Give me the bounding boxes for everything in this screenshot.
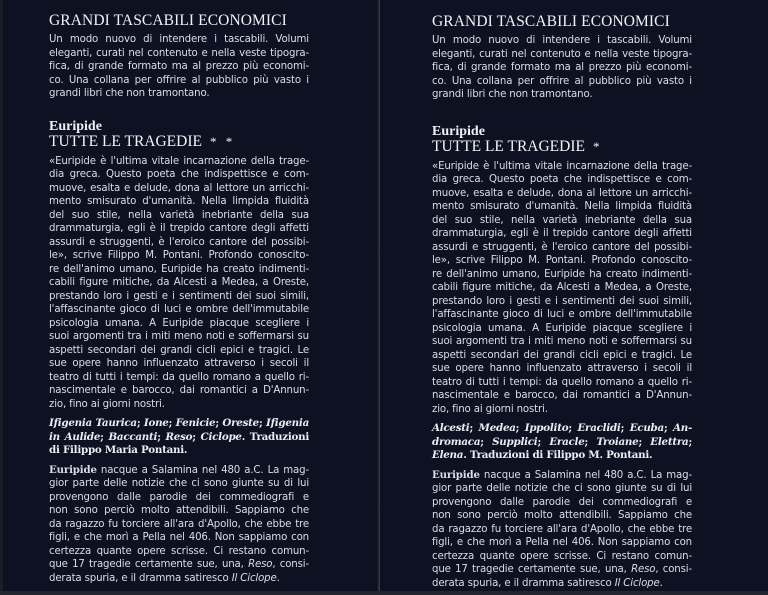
right-cover-content [432,13,692,590]
book-title: TUTTE LE TRAGEDIE * [432,137,603,155]
author-biography: Euripide nacque a Salamina nel 480 a.C. La mag- gior parte delle notizie che ci sono giunte su di lui provengono dalle parodie dei commediografi e non sono perciò molto attendibili. Sappiamo che da ragazzo fu torciere all'ara d'Apollo, che ebbe tre figli, e che morì a Pella nel 406. Non sappiamo con certezza quante opere scrisse. Ci restano comun- que 17 tragedie certamente sue, una, Reso, consi- derata spuria, e il dramma satiresco Il Ciclope. [432,468,692,589]
author-name: Euripide [432,123,485,139]
translator-credit: Elena. Traduzioni di Filippo M. Pontani. [432,449,653,461]
author-name: Euripide [49,118,102,134]
contained-works: Ifigenia Taurica; Ione; Fenicie; Oreste; Ifigenia in Aulide; Baccanti; Reso; Ciclope. Traduzioni di Filippo Maria Pontani. [49,417,309,456]
bottom-edge [0,591,768,595]
series-description: Un modo nuovo di intendere i tascabili. Volumi eleganti, curati nel contenuto e nella veste tipogra- fica, di grande formato ma al prezzo più economi- co. Una collana per offrire al pubblico più vasto i grandi libri che non tramontano. [432,35,692,100]
book-description: «Euripide è l'ultima vitale incarnazione della trage- dia greca. Questo poeta che indispettisce e com- muove, esalta e delude, dona al lettore un arricchi- mento smisurato d'umanità. Nella limpida fluidità del suo stile, nella varietà inebriante della sua drammaturgia, egli è il trepido cantore degli affetti assurdi e struggenti, è l'eroico cantore del possibi- le», scrive Filippo M. Pontani. Profondo conoscito- re dell'animo umano, Euripide ha creato indimenti- cabili figure mitiche, da Alcesti a Medea, a Oreste, prestando loro i gesti e i sentimenti dei suoi simili, l'affascinante gioco di luci e ombre dell'immutabile psicologia umana. A Euripide piacque scegliere i suoi argomenti tra i miti meno noti e soffermarsi su aspetti secondari dei grandi cicli epici e tragici. Le sue opere hanno influenzato attraverso i secoli il teatro di tutti i tempi: da quello romano a quello ri- nascimentale e barocco, dai romantici a D'Annun- zio, fino ai giorni nostri. [49,155,309,410]
volume-marker: * * [209,133,236,149]
translator-credit: di Filippo Maria Pontani. [49,444,188,456]
right-back-cover [380,0,768,595]
series-title: GRANDI TASCABILI ECONOMICI [49,12,287,29]
volume-marker: * [592,138,603,154]
left-cover-content [49,12,309,585]
author-biography: Euripide nacque a Salamina nel 480 a.C. La mag- gior parte delle notizie che ci sono giunte su di lui provengono dalle parodie dei commediografi e non sono perciò molto attendibili. Sappiamo che da ragazzo fu torciere all'ara d'Apollo, che ebbe tre figli, e che morì a Pella nel 406. Non sappiamo con certezza quante opere scrisse. Ci restano comun- que 17 tragedie certamente sue, una, Reso, consi- derata spuria, e il dramma satiresco Il Ciclope. [49,463,309,584]
contained-works: Alcesti; Medea; Ippolito; Eraclidi; Ecuba; An- dromaca; Supplici; Eracle; Troiane; Elettra; Elena. Traduzioni di Filippo M. Pontani. [432,422,693,461]
book-description: «Euripide è l'ultima vitale incarnazione della trage- dia greca. Questo poeta che indispettisce e com- muove, esalta e delude, dona al lettore un arricchi- mento smisurato d'umanità. Nella limpida fluidità del suo stile, nella varietà inebriante della sua drammaturgia, egli è il trepido cantore degli affetti assurdi e struggenti, è l'eroico cantore del possibi- le», scrive Filippo M. Pontani. Profondo conoscito- re dell'animo umano, Euripide ha creato indimenti- cabili figure mitiche, da Alcesti a Medea, a Oreste, prestando loro i gesti e i sentimenti dei suoi simili, l'affascinante gioco di luci e ombre dell'immutabile psicologia umana. A Euripide piacque scegliere i suoi argomenti tra i miti meno noti e soffermarsi su aspetti secondari dei grandi cicli epici e tragici. Le sue opere hanno influenzato attraverso i secoli il teatro di tutti i tempi: da quello romano a quello ri- nascimentale e barocco, dai romantici a D'Annun- zio, fino ai giorni nostri. [432,160,692,415]
series-description: Un modo nuovo di intendere i tascabili. Volumi eleganti, curati nel contenuto e nella veste tipogra- fica, di grande formato ma al prezzo più economi- co. Una collana per offrire al pubblico più vasto i grandi libri che non tramontano. [49,34,309,99]
book-title: TUTTE LE TRAGEDIE * * [49,132,236,150]
left-back-cover [0,0,378,595]
series-title: GRANDI TASCABILI ECONOMICI [432,13,670,30]
